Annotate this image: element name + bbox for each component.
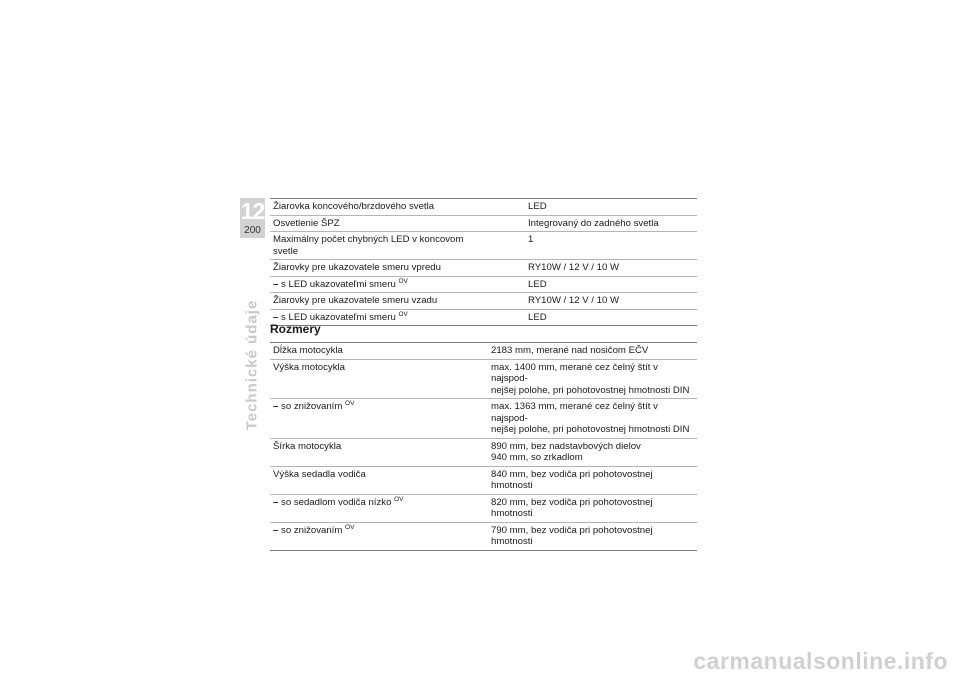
row-value [488,343,697,360]
dash-marker: – [273,496,279,508]
dash-marker: – [273,524,279,536]
row-label [270,260,525,277]
row-value [488,494,697,522]
row-label [270,466,488,494]
value-text: Integrovaný do zadného svetla [528,217,659,229]
row-value [525,215,697,232]
value-text: max. 1363 mm, merané cez čelný štít v najspod- [491,401,658,424]
section-heading-dimensions: Rozmery [270,322,321,336]
row-value [488,466,697,494]
label-text: Žiarovky pre ukazovatele smeru vpredu [273,262,441,273]
table-row [270,359,697,399]
value-text: LED [528,311,547,323]
value-text: 820 mm, bez vodiča pri pohotovostnej hmotnosti [491,496,653,519]
value-text-line2: nejšej polohe, pri pohotovostnej hmotnosti DIN [491,424,690,435]
page-number: 200 [244,225,261,236]
dimensions-table [270,342,697,551]
label-text: Žiarovky pre ukazovatele smeru vzadu [273,295,438,306]
row-value [525,276,697,293]
dash-marker: – [273,278,279,290]
label-text: so sedadlom vodiča nízko [281,496,392,508]
dash-marker: – [273,401,279,412]
value-text: 790 mm, bez vodiča pri pohotovostnej hmotnosti [491,524,653,547]
label-text: Žiarovka koncového/brzdového svetla [273,201,435,212]
value-text: LED [528,201,547,212]
label-text: Šírka motocykla [273,440,342,452]
label-text: Dĺžka motocykla [273,345,343,356]
table-row [270,232,697,260]
table-row [270,199,697,216]
table-row [270,260,697,277]
table-row [270,293,697,310]
table-row [270,343,697,360]
row-label [270,276,525,293]
value-text: 890 mm, bez nadstavbových dielov [491,440,641,452]
value-text-line2: nejšej polohe, pri pohotovostnej hmotnosti DIN [491,384,690,396]
chapter-number: 12 [240,198,265,224]
value-text: 1 [528,234,534,245]
row-label [270,494,488,522]
row-value [488,399,697,439]
row-value [525,309,697,326]
row-value [488,522,697,550]
lights-table [270,198,697,326]
table-row [270,309,697,326]
value-text: RY10W / 12 V / 10 W [528,295,619,306]
label-text: Výška sedadla vodiča [273,468,366,480]
table-row [270,466,697,494]
row-label [270,399,488,439]
value-text: RY10W / 12 V / 10 W [528,262,619,273]
row-value [488,359,697,399]
watermark: carmanualsonline.info [693,648,948,674]
row-label [270,343,488,360]
option-marker: OV [345,400,355,407]
label-text: Maximálny počet chybných LED v koncovom svetle [273,234,464,257]
value-text: 840 mm, bez vodiča pri pohotovostnej hmotnosti [491,468,653,491]
table-row [270,494,697,522]
row-label [270,522,488,550]
table-row [270,438,697,466]
row-label [270,438,488,466]
table-row [270,215,697,232]
label-text: so znižovaním [281,524,343,536]
value-text: LED [528,278,547,290]
option-marker: OV [398,277,408,285]
row-value [525,260,697,277]
value-text: max. 1400 mm, merané cez čelný štít v najspod- [491,361,658,384]
table-row [270,276,697,293]
label-text: s LED ukazovateľmi smeru [281,278,396,290]
option-marker: OV [394,495,404,503]
row-label [270,199,525,216]
row-label [270,215,525,232]
table-row [270,399,697,439]
option-marker: OV [345,523,355,531]
row-value [525,293,697,310]
row-label [270,359,488,399]
chapter-title: Technické údaje [243,299,261,431]
row-value [525,199,697,216]
value-text: 2183 mm, merané nad nosičom EČV [491,345,649,356]
option-marker: OV [398,310,408,318]
label-text: Výška motocykla [273,361,345,373]
dash-marker: – [273,311,279,323]
row-label [270,293,525,310]
label-text: s LED ukazovateľmi smeru [281,311,396,323]
row-label [270,232,525,260]
table-row [270,522,697,550]
label-text: Osvetlenie ŠPZ [273,217,340,229]
label-text: so znižovaním [281,401,343,412]
row-value [488,438,697,466]
row-value [525,232,697,260]
value-text-line2: 940 mm, so zrkadlom [491,452,583,463]
chapter-badge [240,198,265,238]
